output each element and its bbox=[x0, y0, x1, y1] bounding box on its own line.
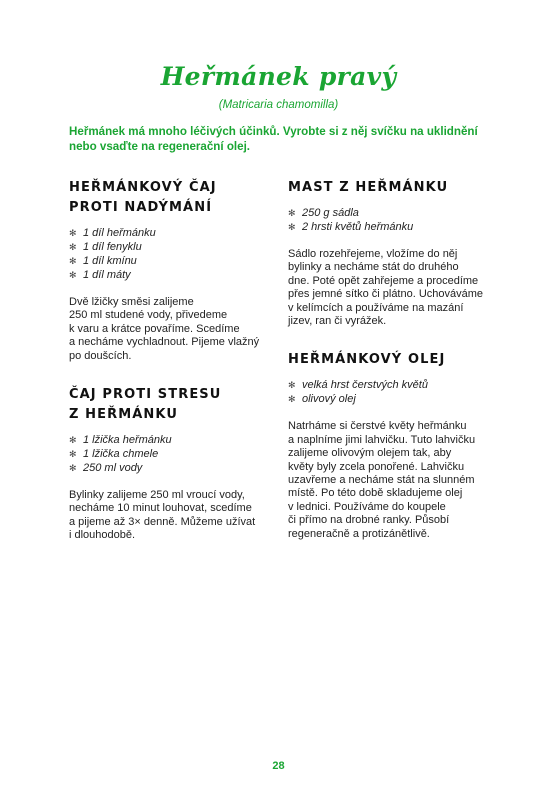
right-column bbox=[288, 178, 498, 563]
section-mast bbox=[288, 178, 498, 328]
section-text: Dvě lžičky směsi zalijeme 250 ml studené vody, přivedeme k varu a krátce povaříme. Scedíme a necháme vychladnout. Pijeme vlažný po doušcích. bbox=[69, 296, 260, 362]
list-item: ✻ 1 díl kmínu bbox=[69, 255, 137, 267]
section-caj-stres bbox=[69, 385, 279, 543]
ingredient-list bbox=[69, 226, 279, 282]
list-item: ✻ velká hrst čerstvých květů bbox=[288, 379, 428, 392]
page-title: Heřmánek pravý bbox=[160, 62, 397, 91]
section-title: MAST Z HEŘMÁNKU bbox=[288, 180, 449, 195]
left-column bbox=[69, 178, 279, 565]
list-item: ✻ 250 ml vody bbox=[69, 462, 143, 475]
asterisk-icon: ✻ bbox=[288, 394, 296, 405]
section-text: Bylinky zalijeme 250 ml vroucí vody, necháme 10 minut louhovat, scedíme a pijeme až 3× denně. Můžeme užívat i dlouhodobě. bbox=[69, 489, 256, 542]
list-item: ✻ 1 lžička chmele bbox=[69, 448, 159, 461]
ingredient-list bbox=[288, 206, 498, 234]
list-item: ✻ olivový olej bbox=[288, 393, 356, 406]
asterisk-icon: ✻ bbox=[69, 270, 77, 280]
section-text: Sádlo rozehřejeme, vložíme do něj bylinky a necháme stát do druhého dne. Poté opět zahřejeme a procedíme přes jemné sítko či plátno. Uchováváme v kelímcích a používáme na mazání jizev, ran či vyrážek. bbox=[288, 248, 484, 328]
section-title: ČAJ PROTI STRESU Z HEŘMÁNKU bbox=[69, 387, 222, 423]
asterisk-icon: ✻ bbox=[288, 208, 296, 218]
list-item: ✻ 1 lžička heřmánku bbox=[69, 434, 172, 447]
asterisk-icon: ✻ bbox=[69, 463, 77, 474]
section-title: HEŘMÁNKOVÝ OLEJ bbox=[288, 352, 446, 368]
asterisk-icon: ✻ bbox=[69, 435, 77, 446]
section-caj-nadymani bbox=[69, 178, 279, 363]
asterisk-icon: ✻ bbox=[69, 242, 77, 252]
section-text: Natrháme si čerstvé květy heřmánku a naplníme jimi lahvičku. Tuto lahvičku zalijeme olivovým olejem tak, aby květy byly zcela ponořené. Lahvičku uzavřeme a necháme stát na slunném místě. Po této době skladujeme olej v lednici. Používáme do koupele či přímo na drobné ranky. Působí regeneračně a protizánětlivě. bbox=[288, 420, 476, 540]
section-olej bbox=[288, 350, 498, 541]
list-item: ✻ 1 díl heřmánku bbox=[69, 227, 156, 239]
list-item: ✻ 250 g sádla bbox=[288, 207, 359, 219]
asterisk-icon: ✻ bbox=[288, 380, 296, 391]
page-number: 28 bbox=[272, 760, 285, 772]
list-item: ✻ 2 hrsti květů heřmánku bbox=[288, 221, 414, 233]
asterisk-icon: ✻ bbox=[69, 256, 77, 266]
ingredient-list bbox=[288, 378, 498, 406]
asterisk-icon: ✻ bbox=[69, 449, 77, 460]
asterisk-icon: ✻ bbox=[288, 222, 296, 232]
ingredient-list bbox=[69, 433, 279, 475]
asterisk-icon: ✻ bbox=[69, 228, 77, 238]
intro-text: Heřmánek má mnoho léčivých účinků. Vyrobte si z něj svíčku na uklidnění nebo vsaďte na regenerační olej. bbox=[69, 125, 478, 153]
latin-name: (Matricaria chamomilla) bbox=[218, 99, 339, 111]
list-item: ✻ 1 díl máty bbox=[69, 269, 131, 281]
section-title: HEŘMÁNKOVÝ ČAJ PROTI NADÝMÁNÍ bbox=[69, 180, 217, 215]
list-item: ✻ 1 díl fenyklu bbox=[69, 241, 142, 253]
